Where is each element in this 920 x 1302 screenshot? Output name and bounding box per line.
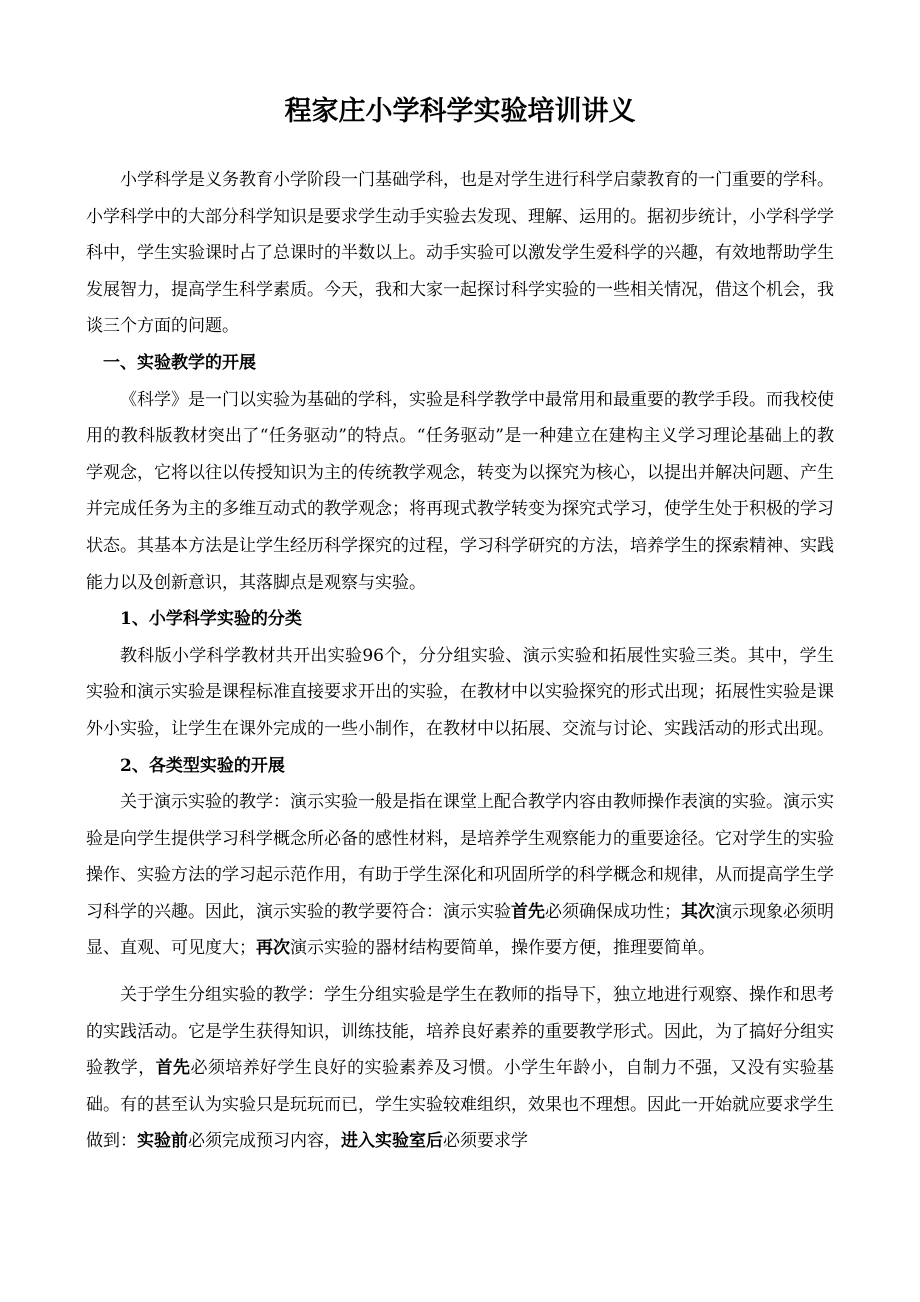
intro-paragraph: 小学科学是义务教育小学阶段一门基础学科，也是对学生进行科学启蒙教育的一门重要的学科。小学科学中的大部分科学知识是要求学生动手实验去发现、理解、运用的。据初步统计，小学科学学科中，学生实验课时占了总课时的半数以上。动手实验可以激发学生爱科学的兴趣，有效地帮助学生发展智力，提高学生科学素质。今天，我和大家一起探讨科学实验的一些相关情况，借这个机会，我谈三个方面的问题。 [86, 170, 834, 337]
emphasis-before-experiment: 实验前 [137, 1131, 188, 1152]
emphasis-first: 首先 [155, 1058, 191, 1079]
subsection-1-paragraph: 教科版小学科学教材共开出实验96个，分分组实验、演示实验和拓展性实验三类。其中，学生实验和演示实验是课程标准直接要求开出的实验，在教材中以实验探究的形式出现；拓展性实验是课外小实验，让学生在课外完成的一些小制作，在教材中以拓展、交流与讨论、实践活动的形式出现。 [86, 645, 834, 739]
emphasis-enter-lab: 进入实验室后 [341, 1131, 443, 1152]
section-1-paragraph: 《科学》是一门以实验为基础的学科，实验是科学教学中最常用和最重要的教学手段。而我校使用的教科版教材突出了“任务驱动”的特点。“任务驱动”是一种建立在建构主义学习理论基础上的教学观念，它将以往以传授知识为主的传统教学观念，转变为以探究为核心，以提出并解决问题、产生并完成任务为主的多维互动式的教学观念；将再现式教学转变为探究式学习，使学生处于积极的学习状态。其基本方法是让学生经历科学探究的过程，学习科学研究的方法，培养学生的探索精神、实践能力以及创新意识，其落脚点是观察与实验。 [86, 389, 834, 593]
text-run: 必须确保成功性； [545, 901, 681, 922]
text-run: 必须完成预习内容， [188, 1131, 341, 1152]
demo-experiment-paragraph [86, 784, 834, 967]
section-heading-1: 一、实验教学的开展 [103, 352, 256, 373]
document-page [86, 92, 834, 1160]
subsection-heading-2: 2、各类型实验的开展 [120, 755, 285, 776]
text-run: 关于学生分组实验的教学：学生分组实验是学生在教师的指导下，独立地进行观察、操作和思考的实践活动。它是学生获得知识，训练技能，培养良好素养的重要教学形式。因此，为了搞好分组实验教学， [86, 985, 834, 1079]
emphasis-second: 其次 [681, 901, 715, 922]
page-title: 程家庄小学科学实验培训讲义 [284, 96, 636, 127]
group-experiment-paragraph [86, 977, 834, 1160]
paragraph-gap [86, 967, 834, 977]
text-run: 关于演示实验的教学：演示实验一般是指在课堂上配合教学内容由教师操作表演的实验。演示实验是向学生提供学习科学概念所必备的感性材料，是培养学生观察能力的重要途径。它对学生的实验操作、实验方法的学习起示范作用，有助于学生深化和巩固所学的科学概念和规律，从而提高学生学习科学的兴趣。因此，演示实验的教学要符合：演示实验 [86, 792, 834, 922]
text-run: 必须培养好学生良好的实验素养及习惯。小学生年龄小，自制力不强，又没有实验基础。有的甚至认为实验只是玩玩而已，学生实验较难组织，效果也不理想。因此一开始就应要求学生做到： [86, 1058, 835, 1152]
text-run: 演示实验的器材结构要简单，操作要方便，推理要简单。 [290, 938, 715, 959]
subsection-heading-1: 1、小学科学实验的分类 [120, 609, 302, 630]
text-run: 演示现象必须明显、直观、可见度大； [86, 901, 834, 959]
emphasis-third: 再次 [256, 938, 290, 959]
text-run: 必须要求学 [443, 1131, 528, 1152]
emphasis-first: 首先 [511, 901, 545, 922]
